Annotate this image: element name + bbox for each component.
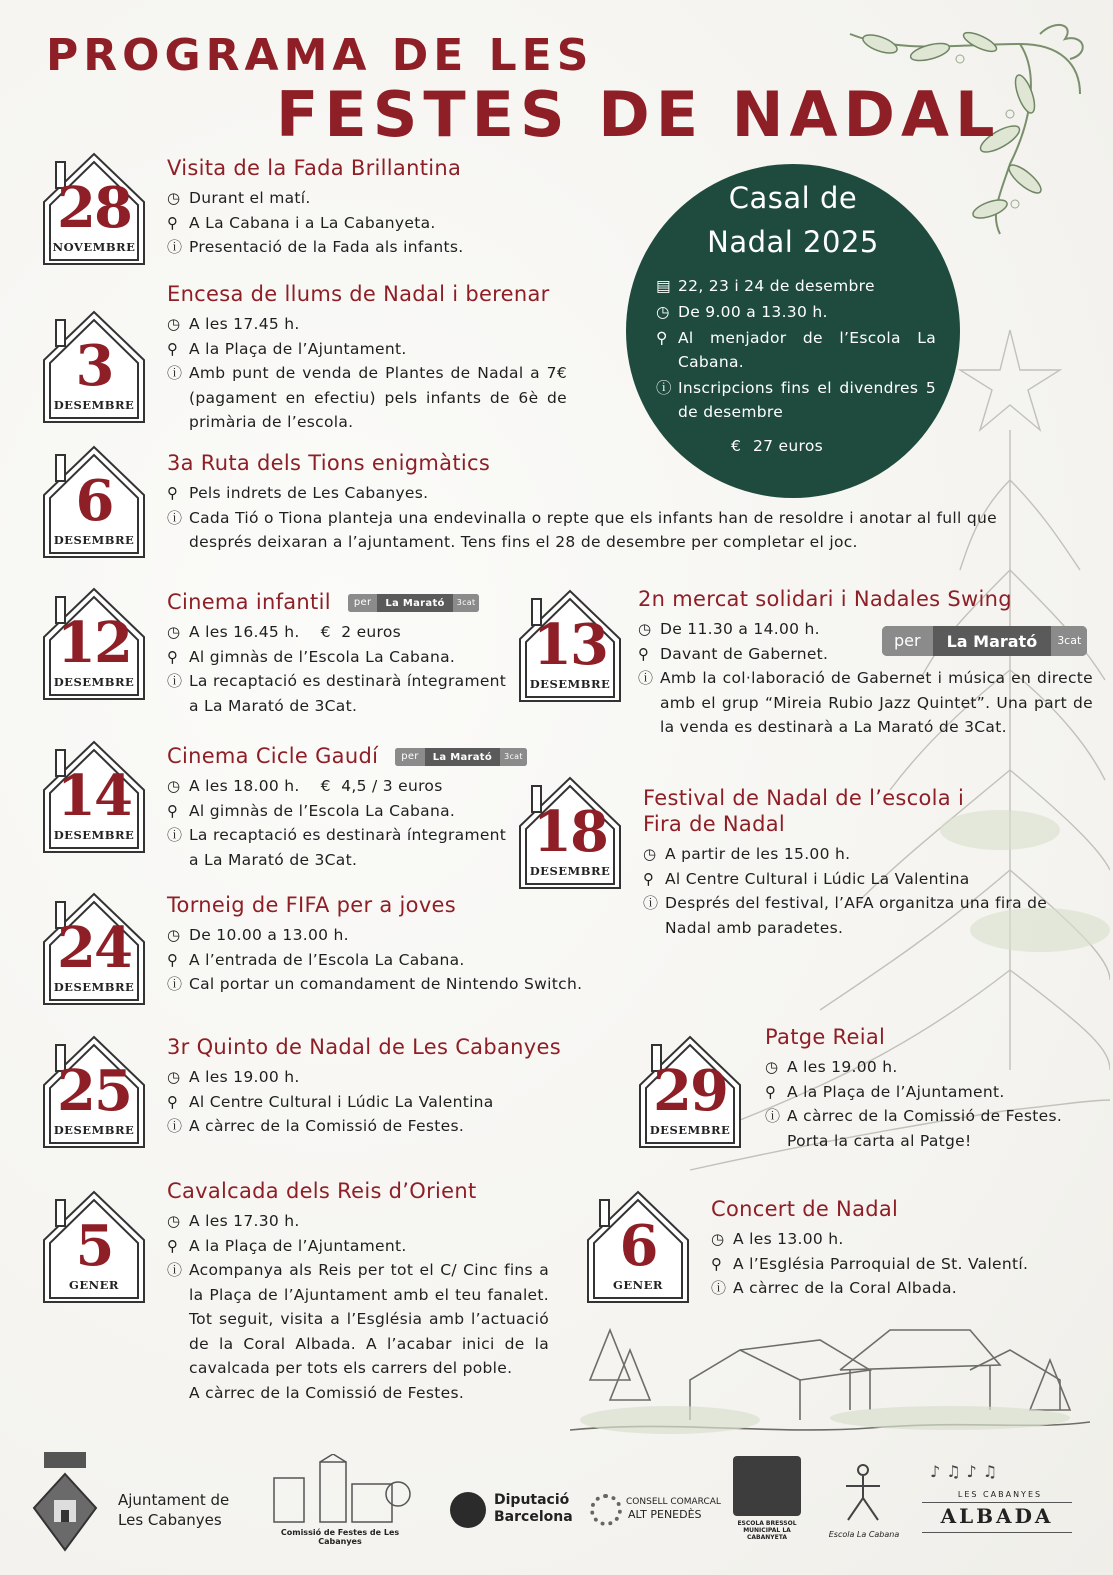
event-info: A càrrec de la Comissió de Festes. Porta la carta al Patge! [787,1107,1063,1150]
event-time: A les 19.00 h. [189,1068,300,1086]
date-house-5-gener [42,1188,146,1304]
event-info-2: A càrrec de la Comissió de Festes. [189,1383,465,1402]
date-house-18-desembre [518,774,622,890]
date-month: DESEMBRE [53,980,135,994]
casal-time: De 9.00 a 13.30 h. [678,303,828,321]
footer-logos [0,1440,1113,1575]
date-day: 24 [57,915,131,981]
euro-icon: € [320,777,331,795]
badge-cat: 3cat [453,594,480,612]
info-icon: ⓘ [167,826,183,844]
ajuntament-label-1: Ajuntament de [118,1491,230,1509]
date-day: 29 [653,1058,727,1124]
event-encesa [167,282,567,435]
clock-icon: ◷ [711,1230,725,1248]
event-info: A càrrec de la Comissió de Festes. [189,1117,465,1135]
event-time: A les 17.30 h. [189,1212,300,1230]
event-place: Pels indrets de Les Cabanyes. [189,484,429,502]
badge-lm: La Marató [946,631,1038,651]
event-time: A partir de les 15.00 h. [665,845,851,863]
casal-dates: 22, 23 i 24 de desembre [678,277,875,295]
location-pin-icon: ⚲ [167,213,179,232]
date-day: 12 [57,610,131,676]
event-place: Al Centre Cultural i Lúdic La Valentina [665,869,970,888]
event-quinto [167,1035,607,1139]
info-icon: ⓘ [167,364,183,382]
badge-per: per [348,594,378,612]
info-icon: ⓘ [167,238,183,256]
la-marato-badge [395,748,527,766]
la-marato-badge [348,594,480,612]
event-place: Al gimnàs de l’Escola La Cabana. [189,647,456,666]
badge-lm: La Marató [385,597,445,609]
location-pin-icon: ⚲ [167,1092,179,1111]
date-month: DESEMBRE [529,864,611,878]
info-icon: ⓘ [167,975,183,993]
music-notes-icon: ♪♫♪♫ [930,1462,1004,1481]
escola-bressol-logo [733,1456,801,1516]
location-pin-icon: ⚲ [656,329,668,347]
albada-label: ALBADA [940,1504,1054,1528]
event-title: Patge Reial [765,1025,886,1049]
event-mercat-solidari [638,587,1093,740]
clock-icon: ◷ [167,315,181,333]
title-line-2: FESTES DE NADAL [276,78,1001,151]
event-title: Encesa de llums de Nadal i berenar [167,282,550,306]
event-title: Cinema Cicle Gaudí [167,744,379,768]
date-month: GENER [69,1278,119,1292]
date-month: NOVEMBRE [52,240,136,254]
event-info: La recaptació es destinarà íntegrament a La Marató de 3Cat. [189,826,507,869]
date-month: DESEMBRE [53,828,135,842]
date-house-13-desembre [518,587,622,703]
date-month: DESEMBRE [53,533,135,547]
event-time: A les 17.45 h. [189,315,300,333]
date-month: DESEMBRE [53,675,135,689]
ajuntament-label-2: Les Cabanyes [118,1511,222,1529]
event-time: De 10.00 a 13.00 h. [189,926,349,944]
event-place: A la Plaça de l’Ajuntament. [787,1082,1005,1101]
location-pin-icon: ⚲ [643,869,655,888]
event-price: 2 euros [341,623,402,641]
date-house-12-desembre [42,585,146,701]
date-month: GENER [613,1278,663,1292]
date-house-6-desembre [42,443,146,559]
date-day: 18 [533,799,607,865]
comissio-festes-logo [268,1454,414,1526]
albada-divider-bottom [922,1532,1072,1533]
event-place: Al gimnàs de l’Escola La Cabana. [189,801,456,820]
event-title: 3a Ruta dels Tions enigmàtics [167,451,491,475]
date-house-29-desembre [638,1033,742,1149]
location-pin-icon: ⚲ [167,950,179,969]
event-title: Festival de Nadal de l’escola i [643,786,965,810]
consell-label-2: ALT PENEDÈS [628,1508,702,1521]
event-tions [167,451,1027,555]
event-price: 4,5 / 3 euros [341,777,443,795]
location-pin-icon: ⚲ [638,644,650,663]
clock-icon: ◷ [167,926,181,944]
escola-la-cabana-logo [838,1462,888,1524]
info-icon: ⓘ [167,1117,183,1135]
event-title: Cinema infantil [167,590,331,614]
ajuntament-shield-logo [30,1450,100,1555]
event-cinema-gaudi [167,744,523,872]
date-day: 13 [533,612,607,678]
event-festival [643,786,1073,940]
date-day: 14 [57,763,131,829]
comissio-label: Comissió de Festes de Les Cabanyes [280,1528,400,1546]
date-day: 6 [75,468,113,534]
event-title: 3r Quinto de Nadal de Les Cabanyes [167,1035,561,1059]
event-patge [765,1025,1095,1153]
event-time: A les 13.00 h. [733,1230,844,1248]
date-month: DESEMBRE [649,1123,731,1137]
event-cinema-infantil [167,590,507,718]
casal-price: 27 euros [753,437,824,455]
euro-icon: € [731,437,742,455]
event-title: Torneig de FIFA per a joves [167,893,457,917]
clock-icon: ◷ [656,303,670,321]
info-icon: ⓘ [167,508,183,527]
title-line-1: PROGRAMA DE LES [46,30,594,81]
event-cavalcada [167,1179,549,1405]
event-title-2: Fira de Nadal [643,812,785,836]
location-pin-icon: ⚲ [711,1254,723,1273]
info-icon: ⓘ [765,1107,781,1125]
date-day: 3 [75,333,113,399]
info-icon: ⓘ [711,1279,727,1297]
event-info: Cada Tió o Tiona planteja una endevinalla o repte que els infants han de resoldre i anotar al full que després deixaran a l’ajuntament. Tens fins el 28 de desembre per completar el joc. [189,508,997,551]
location-pin-icon: ⚲ [167,1236,179,1255]
casal-info: Inscripcions fins el divendres 5 de desembre [678,379,936,421]
info-icon: ⓘ [167,672,183,690]
event-info: Després del festival, l’AFA organitza una fira de Nadal amb paradetes. [665,894,1048,937]
event-place: A l’entrada de l’Escola La Cabana. [189,950,465,969]
badge-lm: La Marató [432,751,493,763]
location-pin-icon: ⚲ [765,1082,777,1101]
bressol-label: ESCOLA BRESSOL MUNICIPAL LA CABANYETA [737,1520,797,1541]
event-title: Visita de la Fada Brillantina [167,156,462,180]
event-info: La recaptació es destinarà íntegrament a La Marató de 3Cat. [189,672,507,715]
event-place: Al Centre Cultural i Lúdic La Valentina [189,1092,494,1111]
info-icon: ⓘ [643,894,659,912]
event-time: Durant el matí. [189,189,311,207]
location-pin-icon: ⚲ [167,647,179,666]
date-month: DESEMBRE [53,1123,135,1137]
event-info: Amb la col·laboració de Gabernet i música en directe amb el grup “Mireia Rubio Jazz Quintet”. Una part de la venda es destinarà a La Marató de 3Cat. [660,669,1093,736]
date-day: 25 [57,1058,131,1124]
location-pin-icon: ⚲ [167,339,179,358]
village-decoration [570,1310,1090,1450]
location-pin-icon: ⚲ [167,484,179,502]
event-info: Acompanya als Reis per tot el C/ Cinc fins a la Plaça de l’Ajuntament amb el teu fanalet. Tot seguit, visita a l’Església amb l’actuació de la Coral Albada. A l’acabar inici de la cavalcada per tots els carrers del poble. [189,1261,549,1377]
date-house-28-novembre [42,150,146,266]
event-place: A l’Església Parroquial de St. Valentí. [733,1254,1029,1273]
date-house-24-desembre [42,890,146,1006]
casal-title-2: Nadal 2025 [707,225,879,259]
event-info: Amb punt de venda de Plantes de Nadal a 7€ (pagament en efectiu) pels infants de 6è de primària de l’escola. [189,364,567,431]
location-pin-icon: ⚲ [167,801,179,820]
event-place: Davant de Gabernet. [660,644,829,663]
date-day: 5 [75,1213,113,1279]
escola-label: Escola La Cabana [828,1530,900,1539]
event-info: A càrrec de la Coral Albada. [733,1279,958,1297]
date-house-25-desembre [42,1033,146,1149]
badge-per: per [882,626,933,656]
event-info: Presentació de la Fada als infants. [189,238,464,256]
clock-icon: ◷ [167,777,181,795]
event-time: De 11.30 a 14.00 h. [660,620,820,638]
euro-icon: € [320,623,331,641]
date-month: DESEMBRE [529,677,611,691]
diputacio-label-1: Diputació [494,1492,570,1508]
clock-icon: ◷ [167,623,181,641]
diputacio-label-2: Barcelona [494,1509,573,1525]
event-time: A les 18.00 h. [189,777,300,795]
info-icon: ⓘ [656,379,672,397]
info-icon: ⓘ [167,1261,183,1279]
info-icon: ⓘ [638,669,654,687]
event-fifa [167,893,637,997]
event-title: Concert de Nadal [711,1197,899,1221]
event-time: A les 16.45 h. [189,623,300,641]
event-title: 2n mercat solidari i Nadales Swing [638,587,1012,611]
clock-icon: ◷ [765,1058,779,1076]
consell-comarcal-logo [590,1494,622,1526]
date-day: 28 [57,175,131,241]
clock-icon: ◷ [643,845,657,863]
clock-icon: ◷ [167,1068,181,1086]
event-concert [711,1197,1091,1301]
date-house-6-gener [586,1188,690,1304]
badge-per: per [395,748,425,766]
casal-circle [626,164,960,498]
date-day: 6 [619,1213,657,1279]
la-marato-badge-large [882,626,1087,656]
event-place: A La Cabana i a La Cabanyeta. [189,213,436,232]
clock-icon: ◷ [638,620,652,638]
consell-label-1: CONSELL COMARCAL [626,1497,721,1507]
date-month: DESEMBRE [53,398,135,412]
albada-divider [922,1502,1072,1503]
badge-cat: 3cat [1051,626,1087,656]
event-title: Cavalcada dels Reis d’Orient [167,1179,477,1203]
casal-place: Al menjador de l’Escola La Cabana. [678,329,936,371]
event-time: A les 19.00 h. [787,1058,898,1076]
albada-top-label: LES CABANYES [957,1490,1043,1499]
diputacio-logo [450,1492,486,1528]
clock-icon: ◷ [167,189,181,207]
event-info: Cal portar un comandament de Nintendo Switch. [189,975,583,993]
clock-icon: ◷ [167,1212,181,1230]
event-place: A la Plaça de l’Ajuntament. [189,1236,407,1255]
date-house-14-desembre [42,738,146,854]
badge-cat: 3cat [500,748,527,766]
date-house-3-desembre [42,308,146,424]
casal-title-1: Casal de [728,181,858,215]
calendar-icon: ▤ [656,277,671,295]
event-place: A la Plaça de l’Ajuntament. [189,339,407,358]
event-fada [167,156,607,260]
